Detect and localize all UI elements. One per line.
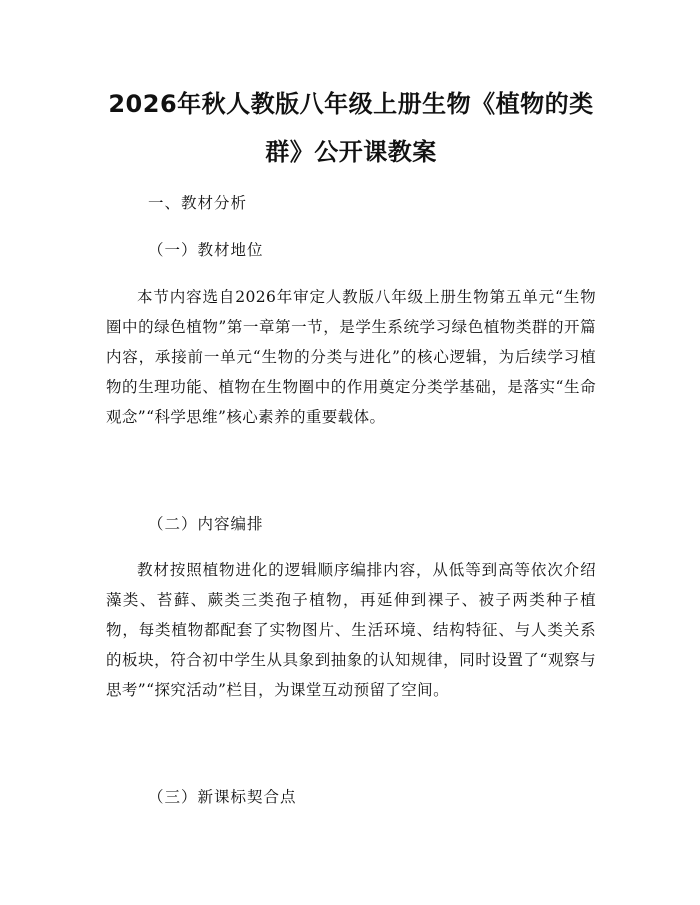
subheading-material-position: （一）教材地位 xyxy=(148,241,264,259)
document-title: 2026年秋人教版八年级上册生物《植物的类群》公开课教案 xyxy=(108,90,594,166)
subheading-content-arrangement: （二）内容编排 xyxy=(148,515,264,533)
section-heading-material-analysis: 一、教材分析 xyxy=(148,194,248,212)
subheading-curriculum-fit: （三）新课标契合点 xyxy=(148,788,297,806)
paragraph-content-arrangement: 教材按照植物进化的逻辑顺序编排内容，从低等到高等依次介绍藻类、苔藓、蕨类三类孢子植物，再延伸到裸子、被子两类种子植物，每类植物都配套了实物图片、生活环境、结构特征、与人类关系的板块，符合初中学生从具象到抽象的认知规律，同时设置了“观察与思考”“探究活动”栏目，为课堂互动预留了空间。 xyxy=(106,561,596,699)
paragraph-material-position: 本节内容选自2026年审定人教版八年级上册生物第五单元“生物圈中的绿色植物”第一章第一节，是学生系统学习绿色植物类群的开篇内容，承接前一单元“生物的分类与进化”的核心逻辑，为后续学习植物的生理功能、植物在生物圈中的作用奠定分类学基础，是落实“生命观念”“科学思维”核心素养的重要载体。 xyxy=(106,288,596,426)
